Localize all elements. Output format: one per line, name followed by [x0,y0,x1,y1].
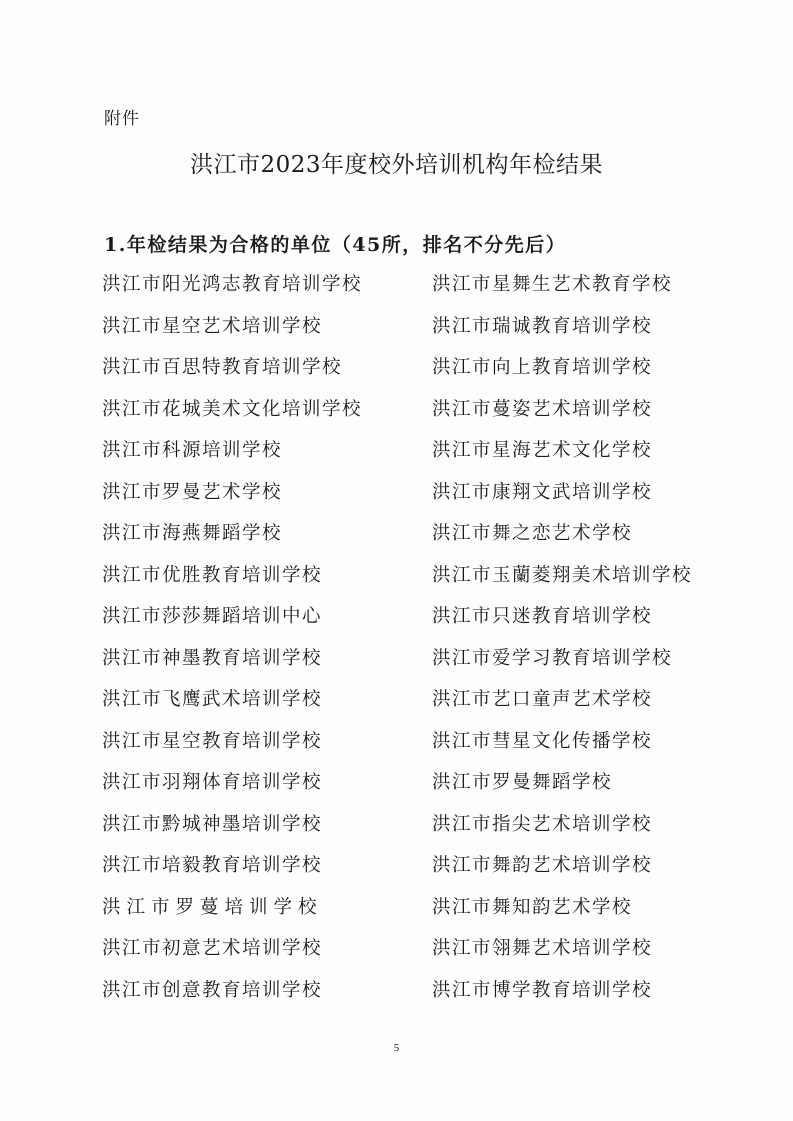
list-item: 洪江市星海艺术文化学校 [432,440,653,461]
section-heading: 1.年检结果为合格的单位（45所，排名不分先后） [104,234,567,256]
list-item: 洪江市艺口童声艺术学校 [432,689,653,710]
list-item: 洪江市罗蔓培训学校 [102,896,323,918]
list-item: 洪江市飞鹰武术培训学校 [102,689,323,710]
list-item: 洪江市创意教育培训学校 [102,979,323,1001]
list-item: 洪江市花城美术文化培训学校 [102,398,363,420]
list-item: 洪江市神墨教育培训学校 [102,647,323,669]
list-item: 洪江市罗曼舞蹈学校 [432,772,613,793]
list-item: 洪江市优胜教育培训学校 [102,564,323,586]
list-item: 洪江市康翔文武培训学校 [432,481,653,503]
list-item: 洪江市蔓姿艺术培训学校 [432,398,653,420]
list-item: 洪江市科源培训学校 [102,440,283,461]
list-item: 洪江市只迷教育培训学校 [432,606,653,627]
list-item: 洪江市向上教育培训学校 [432,357,653,378]
list-item: 洪江市博学教育培训学校 [432,979,653,1001]
list-item: 洪江市培毅教育培训学校 [102,855,323,876]
list-item: 洪江市阳光鸿志教育培训学校 [102,274,363,295]
list-item: 洪江市羽翔体育培训学校 [102,772,323,793]
list-item: 洪江市玉蘭菱翔美术培训学校 [432,564,693,586]
list-item: 洪江市百思特教育培训学校 [102,357,343,378]
list-item: 洪江市彗星文化传播学校 [432,730,653,752]
list-item: 洪江市翎舞艺术培训学校 [432,938,653,959]
list-item: 洪江市瑞诚教育培训学校 [432,315,653,337]
list-item: 洪江市舞之恋艺术学校 [432,523,633,544]
list-item: 洪江市指尖艺术培训学校 [432,813,653,835]
list-item: 洪江市爱学习教育培训学校 [432,647,673,669]
list-item: 洪江市星舞生艺术教育学校 [432,274,673,295]
list-item: 洪江市莎莎舞蹈培训中心 [102,606,323,627]
list-item: 洪江市海燕舞蹈学校 [102,523,283,544]
school-list-left [102,270,362,1017]
list-item: 洪江市星空艺术培训学校 [102,315,323,337]
list-item: 洪江市舞知韵艺术学校 [432,896,633,918]
list-item: 洪江市罗曼艺术学校 [102,481,283,503]
list-item: 洪江市舞韵艺术培训学校 [432,855,653,876]
page-number: 5 [393,1042,400,1054]
list-item: 洪江市星空教育培训学校 [102,730,323,752]
document-title: 洪江市2023年度校外培训机构年检结果 [189,152,604,178]
list-item: 洪江市黔城神墨培训学校 [102,813,323,835]
attachment-label: 附件 [104,109,140,129]
list-item: 洪江市初意艺术培训学校 [102,938,323,959]
school-list-right [432,270,692,1017]
